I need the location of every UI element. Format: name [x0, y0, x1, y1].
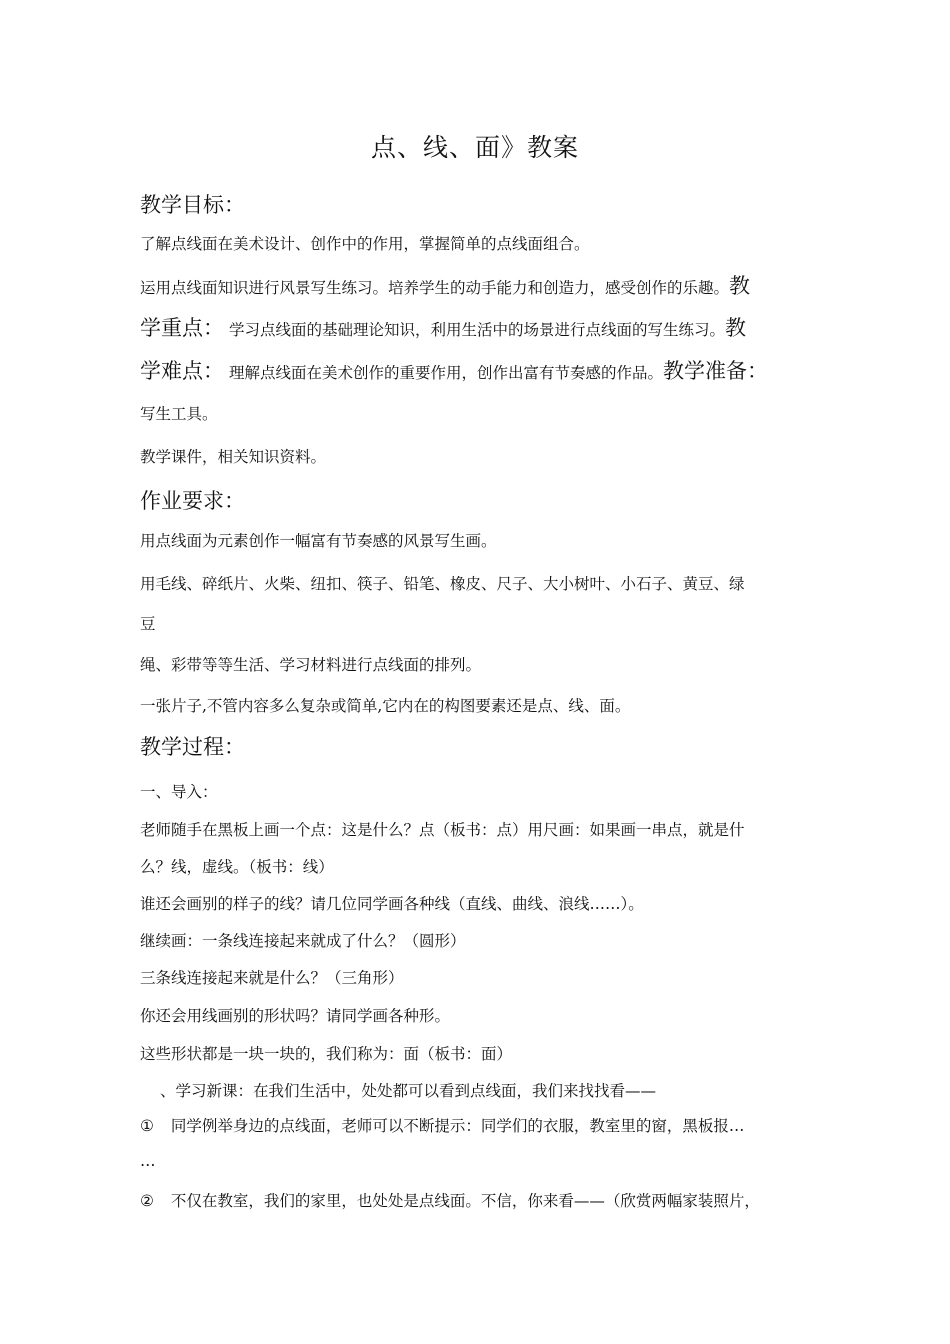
- process-paragraph-3: 继续画：一条线连接起来就成了什么？（圆形）: [140, 932, 466, 950]
- item-1-text: 同学例举身边的点线面，老师可以不断提示：同学们的衣服，教室里的窗，黑板报…: [170, 1117, 745, 1135]
- difficulty-row: [140, 361, 812, 383]
- document-title: 点、线、面》教案: [370, 133, 579, 162]
- process-paragraph-6: 这些形状都是一块一块的，我们称为：面（板书：面）: [140, 1045, 513, 1063]
- item-2-number: ②: [140, 1192, 154, 1210]
- difficulty-label-b: 学难点：: [140, 359, 224, 383]
- difficulty-text: 理解点线面在美术创作的重要作用，创作出富有节奏感的作品。: [228, 364, 663, 382]
- homework-line-2-cont: 豆: [140, 615, 156, 633]
- process-paragraph-4: 三条线连接起来就是什么？（三角形）: [140, 969, 404, 987]
- preparation-label: 教学准备：: [662, 359, 768, 383]
- objectives-line-1: 了解点线面在美术设计、创作中的作用，掌握简单的点线面组合。: [140, 235, 590, 253]
- process-item-2: [140, 1191, 812, 1211]
- process-paragraph-5: 你还会用线画别的形状吗？请同学画各种形。: [140, 1007, 451, 1025]
- objectives-heading: 教学目标：: [140, 193, 245, 217]
- process-item-1: [140, 1116, 812, 1136]
- objectives-line-2: 运用点线面知识进行风景写生练习。培养学生的动手能力和创造力，感受创作的乐趣。: [140, 279, 730, 297]
- homework-line-1: 用点线面为元素创作一幅富有节奏感的风景写生画。: [140, 532, 497, 550]
- objectives-line-2-row: [140, 276, 812, 298]
- process-paragraph-1a: 老师随手在黑板上画一个点：这是什么？点（板书：点）用尺画：如果画一串点，就是什: [140, 821, 745, 839]
- homework-line-4: 一张片子,不管内容多么复杂或简单,它内在的构图要素还是点、线、面。: [140, 697, 631, 715]
- item-2-text: 不仅在教室，我们的家里，也处处是点线面。不信，你来看——（欣赏两幅家装照片，: [170, 1192, 760, 1210]
- key-point-row: [140, 318, 812, 340]
- key-point-text: 学习点线面的基础理论知识，利用生活中的场景进行点线面的写生练习。: [228, 321, 725, 339]
- key-point-label-a: 教: [729, 274, 751, 298]
- process-intro: 一、导入：: [140, 783, 218, 801]
- process-paragraph-2: 谁还会画别的样子的线？请几位同学画各种线（直线、曲线、浪线……）。: [140, 895, 644, 913]
- difficulty-label-a: 教: [724, 316, 746, 340]
- homework-heading: 作业要求：: [140, 489, 245, 513]
- process-heading: 教学过程：: [140, 735, 245, 759]
- item-1-number: ①: [140, 1117, 154, 1135]
- preparation-line-2: 教学课件，相关知识资料。: [140, 448, 327, 466]
- preparation-line-1: 写生工具。: [140, 405, 218, 423]
- process-paragraph-7: 、学习新课：在我们生活中，处处都可以看到点线面，我们来找找看——: [160, 1082, 657, 1100]
- homework-line-3: 绳、彩带等等生活、学习材料进行点线面的排列。: [140, 656, 482, 674]
- process-item-1-cont: …: [140, 1152, 156, 1170]
- homework-line-2: 用毛线、碎纸片、火柴、纽扣、筷子、铅笔、橡皮、尺子、大小树叶、小石子、黄豆、绿: [140, 575, 745, 593]
- key-point-label-b: 学重点：: [140, 316, 224, 340]
- process-paragraph-1b: 么？线，虚线。（板书：线）: [140, 858, 334, 876]
